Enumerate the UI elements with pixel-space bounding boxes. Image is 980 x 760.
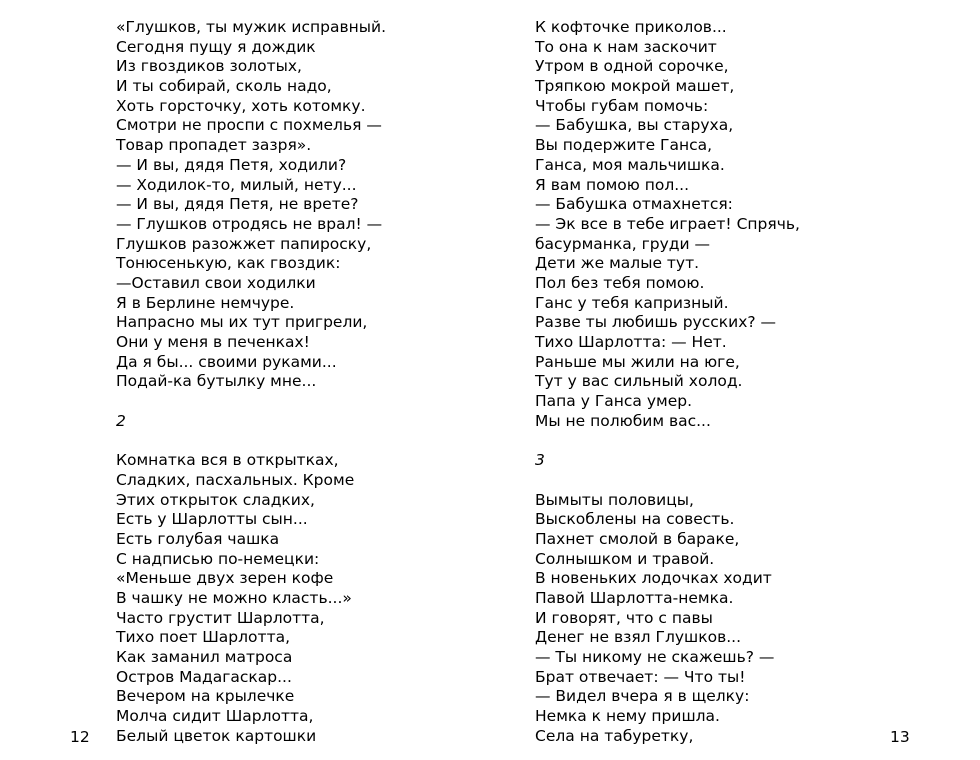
poem-line: Павой Шарлотта-немка. [535,588,734,607]
poem-line: Сладких, пасхальных. Кроме [116,470,355,489]
poem-line: — Ты никому не скажешь? — [535,648,775,666]
poem-line: Тряпкою мокрой машет, [535,77,735,96]
poem-line: Из гвоздиков золотых, [116,57,302,76]
left-page-number: 12 [70,728,90,746]
poem-line: Дети же малые тут. [535,254,700,273]
poem-line: — Бабушка отмахнется: [535,195,733,214]
poem-line: Сегодня пущу я дождик [116,37,316,56]
poem-line: Раньше мы жили на юге, [535,352,740,371]
poem-line: Ганс у тебя капризный. [535,293,729,312]
poem-line: — Глушков отродясь не врал! — [116,214,383,233]
poem-line: Вымыты половицы, [535,490,694,509]
poem-line: С надписью по-немецки: [116,549,320,568]
poem-line: И ты собирай, сколь надо, [116,77,332,96]
poem-line: — Ходилок-то, милый, нету... [116,175,357,194]
poem-line: Подай-ка бутылку мне... [116,372,317,391]
poem-line: Вечером на крылечке [116,687,295,706]
poem-line: Тихо поет Шарлотта, [116,628,291,647]
right-page [490,0,980,760]
poem-line: К кофточке приколов... [535,18,727,36]
section-number: 2 [116,411,126,430]
poem-line: Молча сидит Шарлотта, [116,707,314,726]
poem-line: Я вам помою пол... [535,175,690,194]
poem-line: Смотри не проспи с похмелья — [116,116,382,135]
poem-line: — Видел вчера я в щелку: [535,687,750,706]
poem-line: Выскоблены на совесть. [535,510,735,529]
poem-line: То она к нам заскочит [535,37,717,56]
poem-line: Немка к нему пришла. [535,707,720,726]
poem-line: Вы подержите Ганса, [535,136,713,155]
poem-line: Утром в одной сорочке, [535,57,729,76]
poem-line: — И вы, дядя Петя, ходили? [116,155,347,174]
poem-line: Остров Мадагаскар... [116,667,292,686]
poem-line: Этих открыток сладких, [116,490,315,509]
poem-line: В новеньких лодочках ходит [535,569,772,588]
poem-line: — И вы, дядя Петя, не врете? [116,195,359,214]
right-page-number: 13 [890,728,910,746]
poem-line: —Оставил свои ходилки [116,273,316,292]
poem-line: Папа у Ганса умер. [535,392,693,411]
poem-line: Есть у Шарлотты сын... [116,510,308,529]
poem-line: Глушков разожжет папироску, [116,234,372,253]
poem-line: Пахнет смолой в бараке, [535,529,740,548]
poem-line: И говорят, что с павы [535,608,713,627]
left-text-column [116,18,386,746]
poem-line: Есть голубая чашка [116,529,280,548]
poem-line: басурманка, груди — [535,234,711,253]
blank-line [535,431,800,451]
poem-line: Тихо Шарлотта: — Нет. [535,333,727,351]
poem-line: — Бабушка, вы старуха, [535,116,734,135]
poem-line: Мы не полюбим вас... [535,411,711,430]
blank-line [116,431,386,451]
poem-line: Товар пропадет зазря». [116,136,312,155]
right-text-column [535,18,800,746]
section-number: 3 [535,451,545,470]
poem-line: Напрасно мы их тут пригрели, [116,313,368,332]
poem-line: Хоть горсточку, хоть котомку. [116,96,366,115]
poem-line: «Меньше двух зерен кофе [116,569,334,588]
poem-line: Разве ты любишь русских? — [535,313,777,332]
poem-line: — Эк все в тебе играет! Спрячь, [535,214,800,233]
poem-line: Как заманил матроса [116,648,293,666]
poem-line: Они у меня в печенках! [116,333,310,351]
poem-line: Села на табуретку, [535,726,694,745]
blank-line [116,392,386,412]
poem-line: Чтобы губам помочь: [535,96,709,115]
poem-line: Я в Берлине немчуре. [116,293,295,312]
poem-line: Пол без тебя помою. [535,273,705,292]
poem-line: Тут у вас сильный холод. [535,372,743,391]
blank-line [535,471,800,491]
poem-line: Белый цветок картошки [116,726,317,745]
poem-line: Брат отвечает: — Что ты! [535,667,746,686]
poem-line: Часто грустит Шарлотта, [116,608,325,627]
poem-line: Да я бы... своими руками... [116,352,337,371]
poem-line: «Глушков, ты мужик исправный. [116,18,386,36]
poem-line: Комнатка вся в открытках, [116,451,339,470]
poem-line: Тонюсенькую, как гвоздик: [116,254,341,273]
poem-line: Ганса, моя мальчишка. [535,155,725,174]
poem-line: Денег не взял Глушков... [535,628,741,647]
poem-line: В чашку не можно класть...» [116,588,352,607]
poem-line: Солнышком и травой. [535,549,715,568]
